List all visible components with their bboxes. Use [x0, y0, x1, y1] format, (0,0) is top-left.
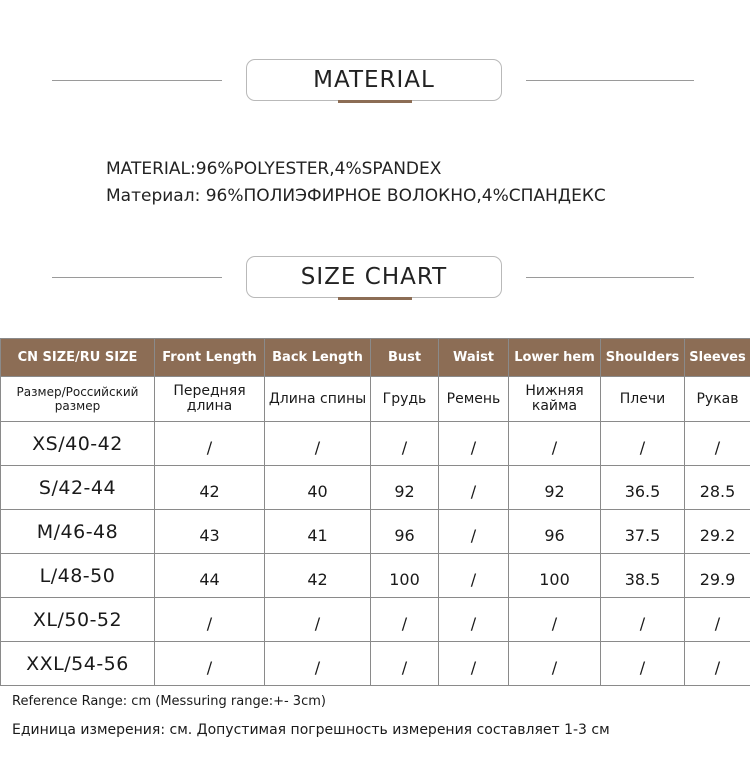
col-header-back-length: Back Length: [265, 339, 371, 377]
col-header-shoulders: Shoulders: [601, 339, 685, 377]
reference-range-note-en: Reference Range: cm (Messuring range:+- 3cm): [12, 694, 326, 709]
cell-value: /: [639, 614, 646, 633]
size-chart-section-header: [0, 256, 750, 300]
table-cell: [371, 642, 439, 686]
table-cell: [509, 598, 601, 642]
table-cell: [155, 598, 265, 642]
table-cell: [509, 642, 601, 686]
material-heading: MATERIAL: [246, 59, 502, 101]
table-row: [1, 466, 750, 510]
table-cell: [371, 510, 439, 554]
col-header-ru-bust: Грудь: [371, 377, 439, 422]
col-header-ru-front-length: Передняя длина: [155, 377, 265, 422]
table-cell: [371, 598, 439, 642]
cell-value: 41: [307, 526, 328, 545]
col-header-bust: Bust: [371, 339, 439, 377]
col-header-ru-lower-hem: Нижняя кайма: [509, 377, 601, 422]
cell-value: /: [639, 438, 646, 457]
table-cell: [155, 642, 265, 686]
table-cell: [509, 422, 601, 466]
cell-value: /: [470, 482, 477, 501]
table-cell: [601, 554, 685, 598]
table-cell: [685, 422, 750, 466]
heading-accent-bar: [338, 297, 412, 300]
cell-value: 42: [199, 482, 220, 501]
cell-value: 38.5: [624, 570, 661, 589]
material-composition-ru: Материал: 96%ПОЛИЭФИРНОЕ ВОЛОКНО,4%СПАНДЕКС: [106, 186, 606, 206]
col-header-size: CN SIZE/RU SIZE: [1, 339, 155, 377]
material-composition-en: MATERIAL:96%POLYESTER,4%SPANDEX: [106, 159, 442, 179]
table-row: [1, 554, 750, 598]
divider-left: [52, 277, 222, 278]
table-cell: [601, 422, 685, 466]
table-row: [1, 510, 750, 554]
table-cell: [371, 466, 439, 510]
cell-value: /: [714, 614, 721, 633]
cell-value: /: [551, 438, 558, 457]
cell-value: /: [401, 438, 408, 457]
cell-value: /: [639, 658, 646, 677]
cell-value: /: [470, 658, 477, 677]
col-header-ru-back-length: Длина спины: [265, 377, 371, 422]
cell-value: /: [470, 614, 477, 633]
cell-value: 42: [307, 570, 328, 589]
table-row: [1, 642, 750, 686]
table-cell: [509, 554, 601, 598]
table-cell: [439, 642, 509, 686]
col-header-lower-hem: Lower hem: [509, 339, 601, 377]
table-cell: [265, 422, 371, 466]
size-cell: XL/50-52: [1, 598, 155, 642]
col-header-ru-size: Размер/Российский размер: [1, 377, 155, 422]
table-cell: [439, 598, 509, 642]
table-cell: [601, 510, 685, 554]
table-cell: [685, 642, 750, 686]
cell-value: 37.5: [624, 526, 661, 545]
table-row: [1, 422, 750, 466]
cell-value: /: [551, 614, 558, 633]
reference-range-note-ru: Единица измерения: см. Допустимая погрешность измерения составляет 1-3 см: [12, 722, 610, 738]
cell-value: /: [206, 614, 213, 633]
table-cell: [371, 554, 439, 598]
cell-value: /: [314, 658, 321, 677]
table-cell: [371, 422, 439, 466]
header-row-en: [1, 339, 750, 377]
cell-value: 100: [389, 570, 420, 589]
table-cell: [155, 422, 265, 466]
col-header-front-length: Front Length: [155, 339, 265, 377]
cell-value: /: [314, 438, 321, 457]
cell-value: /: [206, 658, 213, 677]
cell-value: 92: [544, 482, 565, 501]
size-cell: XS/40-42: [1, 422, 155, 466]
size-chart-table: [0, 338, 750, 686]
table-cell: [439, 422, 509, 466]
cell-value: 28.5: [699, 482, 736, 501]
table-cell: [439, 554, 509, 598]
table-cell: [439, 466, 509, 510]
cell-value: /: [714, 658, 721, 677]
cell-value: /: [470, 570, 477, 589]
cell-value: 40: [307, 482, 328, 501]
col-header-sleeves: Sleeves: [685, 339, 750, 377]
table-cell: [685, 466, 750, 510]
cell-value: /: [206, 438, 213, 457]
table-cell: [155, 510, 265, 554]
table-cell: [601, 642, 685, 686]
size-cell: XXL/54-56: [1, 642, 155, 686]
cell-value: /: [401, 658, 408, 677]
table-row: [1, 598, 750, 642]
table-cell: [155, 466, 265, 510]
cell-value: 44: [199, 570, 220, 589]
table-cell: [509, 466, 601, 510]
divider-left: [52, 80, 222, 81]
table-cell: [265, 598, 371, 642]
col-header-waist: Waist: [439, 339, 509, 377]
heading-accent-bar: [338, 100, 412, 103]
cell-value: 96: [394, 526, 415, 545]
table-cell: [685, 598, 750, 642]
size-chart-heading: SIZE CHART: [246, 256, 502, 298]
table-cell: [265, 466, 371, 510]
table-cell: [439, 510, 509, 554]
table-cell: [265, 510, 371, 554]
col-header-ru-shoulders: Плечи: [601, 377, 685, 422]
table-cell: [601, 598, 685, 642]
table-cell: [509, 510, 601, 554]
cell-value: /: [470, 526, 477, 545]
size-cell: M/46-48: [1, 510, 155, 554]
size-cell: S/42-44: [1, 466, 155, 510]
material-section-header: [0, 59, 750, 103]
size-cell: L/48-50: [1, 554, 155, 598]
cell-value: 96: [544, 526, 565, 545]
col-header-ru-waist: Ремень: [439, 377, 509, 422]
table-cell: [265, 642, 371, 686]
cell-value: /: [551, 658, 558, 677]
cell-value: /: [314, 614, 321, 633]
cell-value: 43: [199, 526, 220, 545]
table-cell: [685, 510, 750, 554]
cell-value: 100: [539, 570, 570, 589]
cell-value: 29.9: [699, 570, 736, 589]
table-cell: [155, 554, 265, 598]
cell-value: /: [714, 438, 721, 457]
divider-right: [526, 80, 694, 81]
table-cell: [265, 554, 371, 598]
cell-value: 29.2: [699, 526, 736, 545]
header-row-ru: [1, 377, 750, 422]
cell-value: 92: [394, 482, 415, 501]
divider-right: [526, 277, 694, 278]
col-header-ru-sleeves: Рукав: [685, 377, 750, 422]
cell-value: /: [401, 614, 408, 633]
table-cell: [601, 466, 685, 510]
table-cell: [685, 554, 750, 598]
cell-value: /: [470, 438, 477, 457]
cell-value: 36.5: [624, 482, 661, 501]
